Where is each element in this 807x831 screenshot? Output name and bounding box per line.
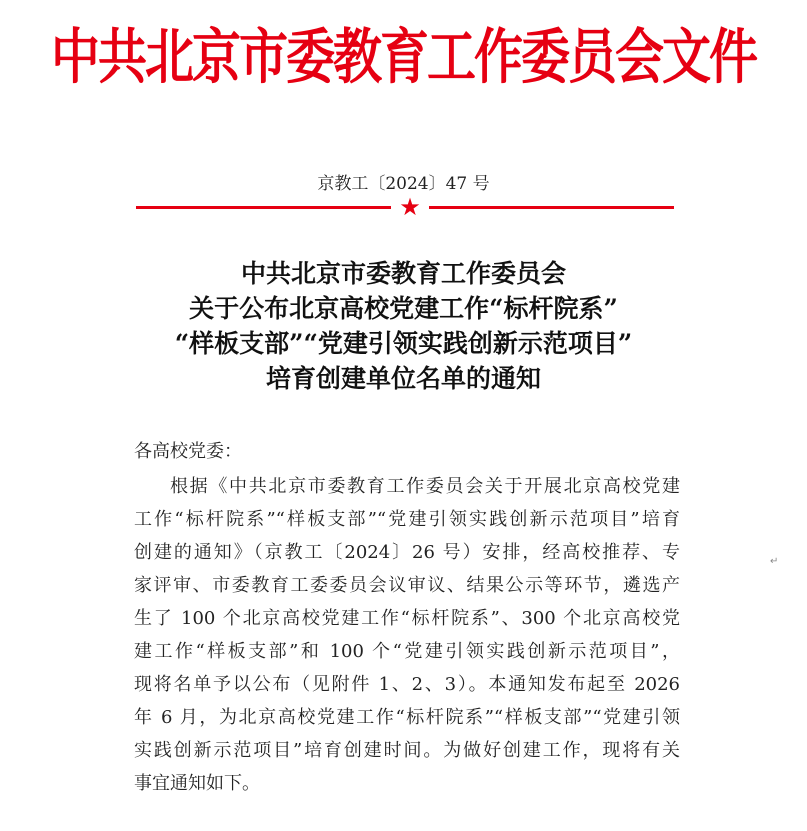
body-paragraph xyxy=(134,470,680,800)
red-divider xyxy=(136,193,674,221)
divider-line-left xyxy=(136,206,391,209)
body-line: 家评审、市委教育工委委员会议审议、结果公示等环节，遴选产 xyxy=(134,575,680,596)
salutation: 各高校党委： xyxy=(134,441,242,462)
title-line: 关于公布北京高校党建工作“标杆院系” xyxy=(189,294,618,323)
title-line: “样板支部”“党建引领实践创新示范项目” xyxy=(174,329,633,358)
paragraph-return-mark-icon: ↵ xyxy=(770,556,779,567)
masthead-title: 中共北京市委教育工作委员会文件 xyxy=(50,21,756,92)
body-line: 生了 100 个北京高校党建工作“标杆院系”、300 个北京高校党 xyxy=(134,608,680,629)
body-line: 创建的通知》（京教工〔2024〕26 号）安排，经高校推荐、专 xyxy=(134,542,680,563)
body-line: 现将名单予以公布（见附件 1、2、3）。本通知发布起至 2026 xyxy=(134,674,680,695)
document-number: 京教工〔2024〕47 号 xyxy=(317,174,490,194)
body-line: 事宜通知如下。 xyxy=(134,773,260,794)
title-line: 培育创建单位名单的通知 xyxy=(265,364,541,393)
star-icon: ★ xyxy=(399,193,421,221)
body-line: 年 6 月，为北京高校党建工作“标杆院系”“样板支部”“党建引领 xyxy=(134,707,680,728)
title-line: 中共北京市委教育工作委员会 xyxy=(240,259,566,288)
body-line: 建工作“样板支部”和 100 个“党建引领实践创新示范项目”， xyxy=(134,641,680,662)
notice-title xyxy=(0,256,807,396)
body-line: 根据《中共北京市委教育工作委员会关于开展北京高校党建 xyxy=(170,476,680,497)
divider-line-right xyxy=(429,206,674,209)
body-line: 实践创新示范项目”培育创建时间。为做好创建工作，现将有关 xyxy=(134,740,680,761)
body-line: 工作“标杆院系”“样板支部”“党建引领实践创新示范项目”培育 xyxy=(134,509,680,530)
